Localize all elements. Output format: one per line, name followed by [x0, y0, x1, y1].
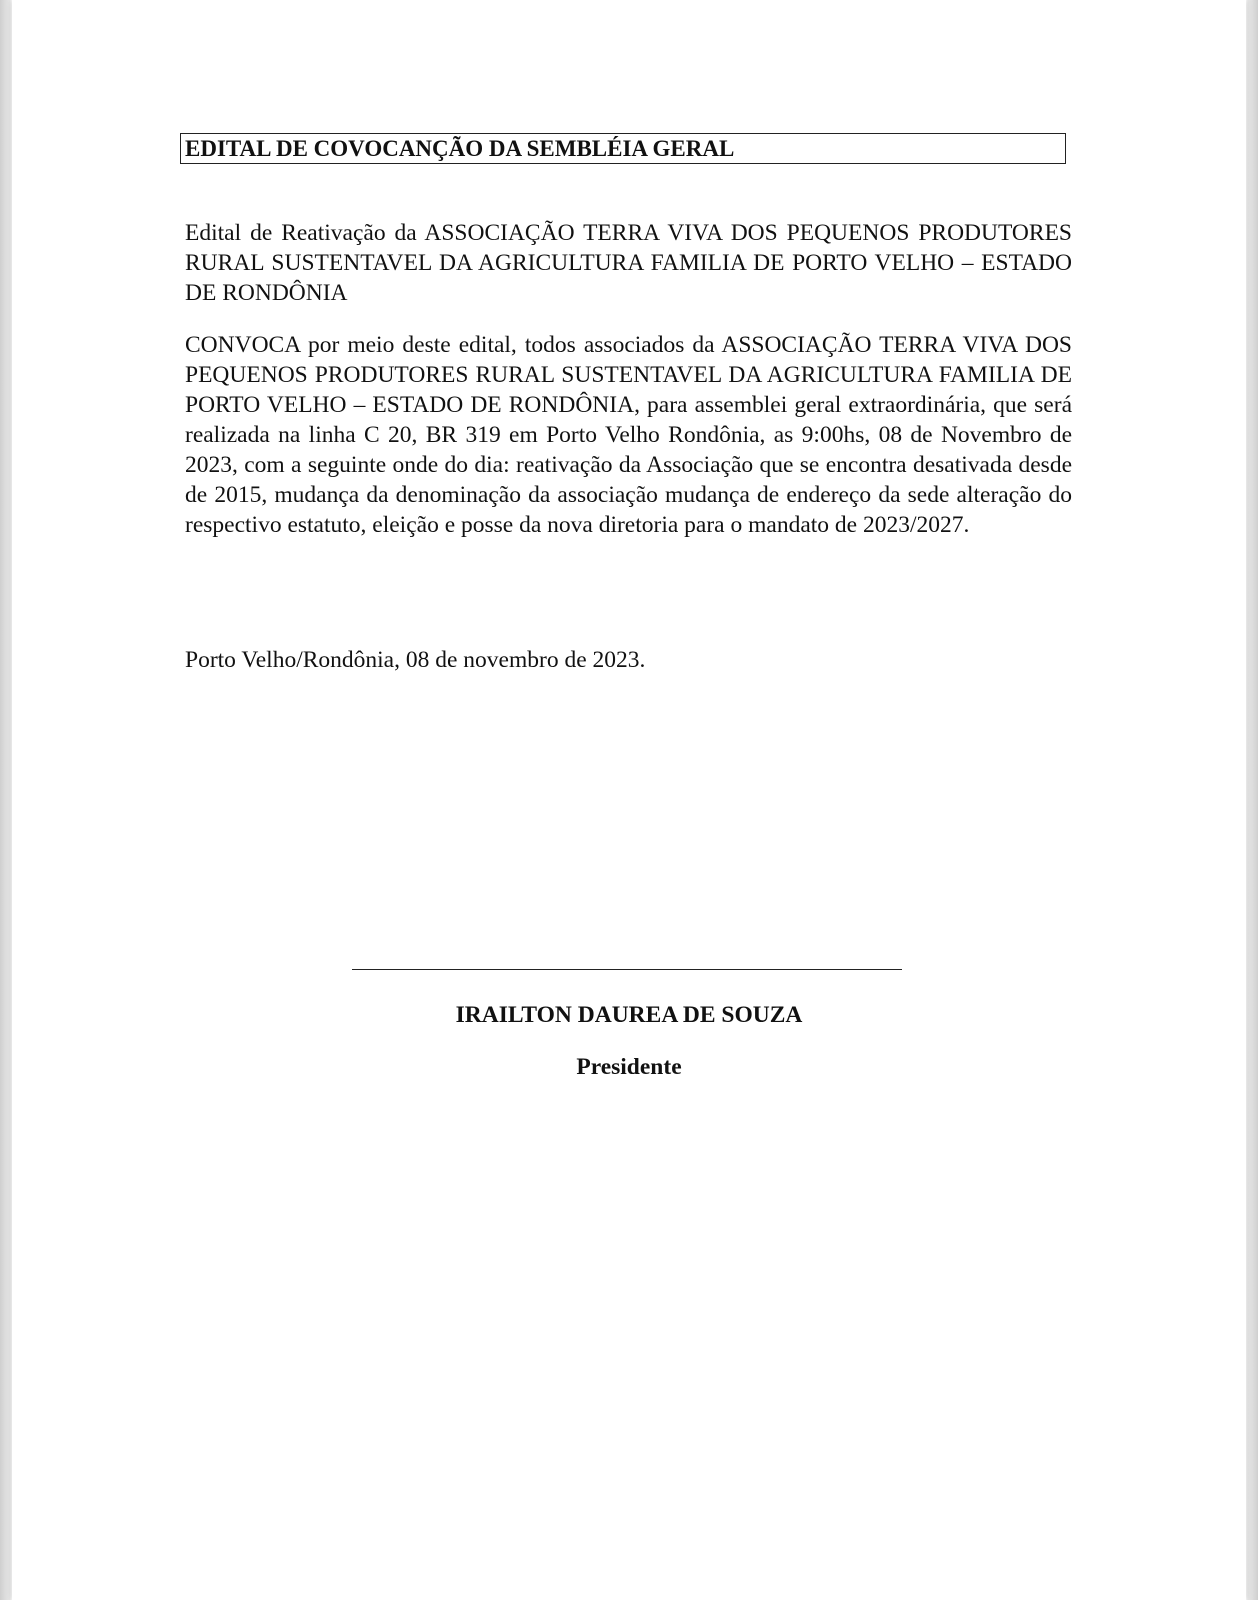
signatory-role: Presidente — [576, 1054, 682, 1080]
paragraph-reactivation-notice: Edital de Reativação da ASSOCIAÇÃO TERRA VIVA DOS PEQUENOS PRODUTORES RURAL SUSTENTAVEL DA AGRICULTURA FAMILIA DE PORTO VELHO – ESTADO DE RONDÔNIA — [185, 220, 1072, 306]
document-title: EDITAL DE COVOCANÇÃO DA SEMBLÉIA GERAL — [180, 133, 1066, 164]
signatory-name: IRAILTON DAUREA DE SOUZA — [455, 1002, 803, 1028]
signature-line — [352, 969, 902, 970]
paragraph-convocation: CONVOCA por meio deste edital, todos associados da ASSOCIAÇÃO TERRA VIVA DOS PEQUENOS PRODUTORES RURAL SUSTENTAVEL DA AGRICULTURA FAMILIA DE PORTO VELHO – ESTADO DE RONDÔNIA, para assemblei geral extraordinária, que será realizada na linha C 20, BR 319 em Porto Velho Rondônia, as 9:00hs, 08 de Novembro de 2023, com a seguinte onde do dia: reativação da Associação que se encontra desativada desde de 2015, mudança da denominação da associação mudança de endereço da sede alteração do respectivo estatuto, eleição e posse da nova diretoria para o mandato de 2023/2027. — [185, 332, 1072, 538]
document-page — [12, 0, 1246, 1600]
place-and-date: Porto Velho/Rondônia, 08 de novembro de 2023. — [185, 647, 646, 673]
